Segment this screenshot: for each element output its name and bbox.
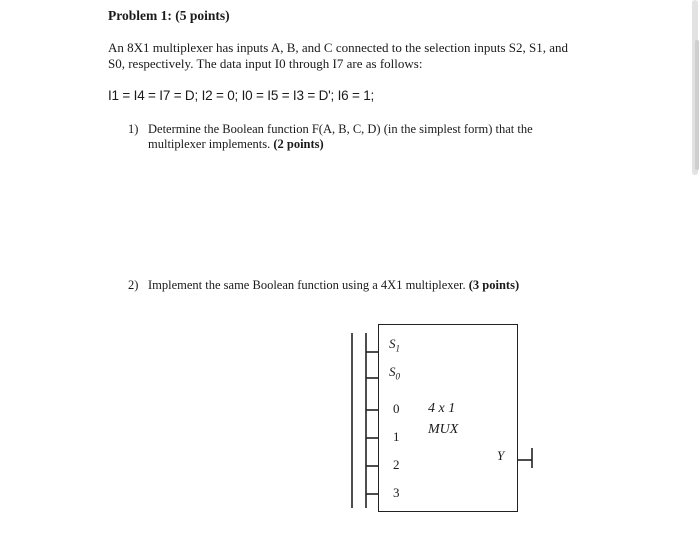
select-s0-subscript: 0 <box>395 371 400 382</box>
question-1-points: (2 points) <box>273 137 324 151</box>
question-2-points: (3 points) <box>468 278 520 292</box>
intro-line-2: S0, respectively. The data input I0 through I7 are as follows: <box>108 56 423 71</box>
question-2-number: 2) <box>128 278 139 292</box>
input-equation: I1 = I4 = I7 = D; I2 = 0; I0 = I5 = I3 = D'; I6 = 1; <box>108 88 375 103</box>
question-1-line-1: Determine the Boolean function F(A, B, C, D) (in the simplest form) that the <box>148 122 533 136</box>
select-s1-label <box>389 336 400 354</box>
select-s1-subscript: 1 <box>395 343 400 354</box>
input-3-label: 3 <box>393 485 400 500</box>
output-y-label: Y <box>497 448 505 463</box>
select-s1-letter: S <box>389 336 396 351</box>
mux-name-size: 4 x 1 <box>428 401 456 416</box>
select-s0-label <box>389 364 400 382</box>
question-1-line-2-text: multiplexer implements. <box>148 137 274 151</box>
question-2-line-text: Implement the same Boolean function using a 4X1 multiplexer. <box>148 278 469 292</box>
input-1-label: 1 <box>393 429 400 444</box>
input-0-label: 0 <box>393 401 400 416</box>
select-s0-letter: S <box>389 364 396 379</box>
mux-name-label: MUX <box>428 422 459 437</box>
intro-line-1: An 8X1 multiplexer has inputs A, B, and C connected to the selection inputs S2, S1, and <box>108 40 569 55</box>
question-1-number: 1) <box>128 122 139 136</box>
problem-title: Problem 1: (5 points) <box>108 8 230 23</box>
input-2-label: 2 <box>393 457 400 472</box>
